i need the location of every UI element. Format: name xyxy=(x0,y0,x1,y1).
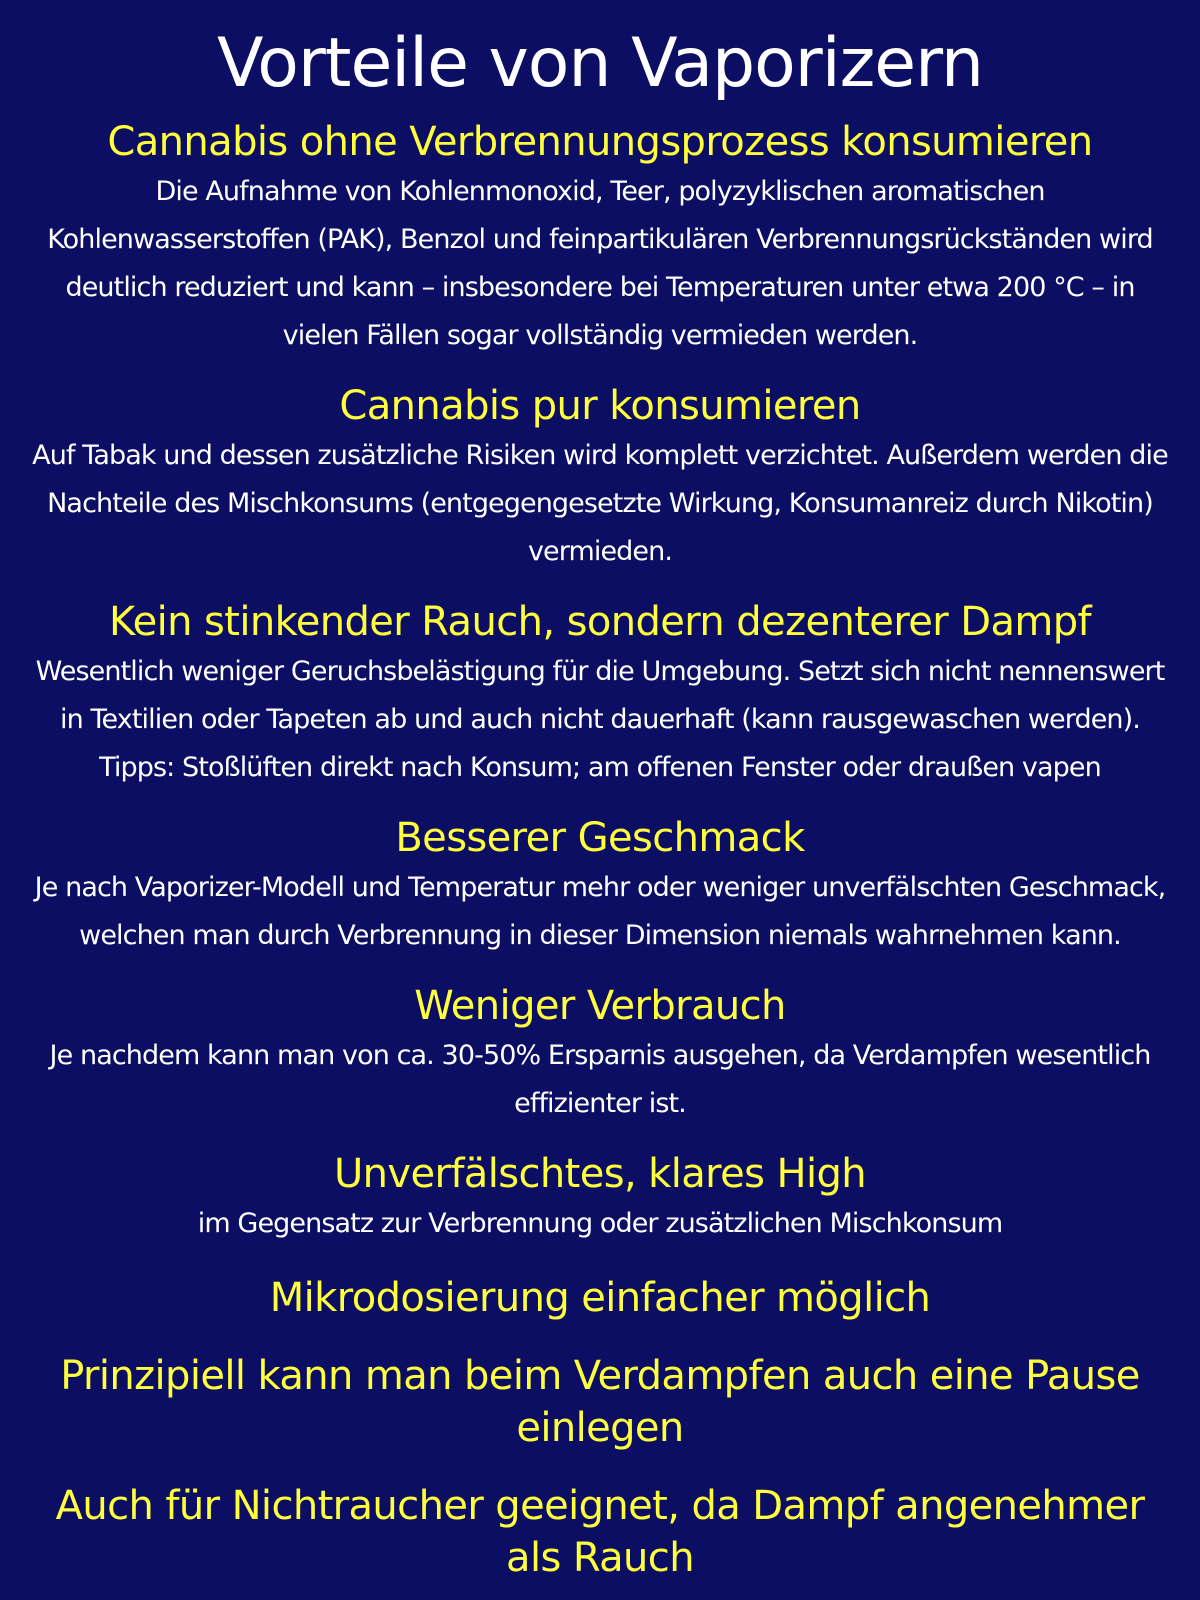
section-text: Wesentlich weniger Geruchsbelästigung für die Umgebung. Setzt sich nicht nennenswert in Textilien oder Tapeten ab und auch nicht dauerhaft (kann rausgewaschen werden). Tipps: Stoßlüften direkt nach Konsum; am offenen Fenster oder draußen vapen xyxy=(35,656,1165,783)
section-non-smokers xyxy=(30,1480,1170,1584)
section-vapor-not-smoke xyxy=(30,596,1170,792)
section-clear-high xyxy=(30,1148,1170,1248)
section-less-consumption xyxy=(30,980,1170,1128)
page-title: Vorteile von Vaporizern xyxy=(216,24,983,103)
section-text: Je nach Vaporizer-Modell und Temperatur mehr oder weniger unverfälschten Geschmack, welchen man durch Verbrennung in dieser Dimension niemals wahrnehmen kann. xyxy=(34,872,1166,951)
section-microdosing xyxy=(30,1272,1170,1324)
section-heading: Mikrodosierung einfacher möglich xyxy=(269,1275,931,1321)
section-heading: Kein stinkender Rauch, sondern dezenterer Dampf xyxy=(108,599,1092,645)
section-text: Je nachdem kann man von ca. 30-50% Ersparnis ausgehen, da Verdampfen wesentlich effizienter ist. xyxy=(49,1040,1151,1119)
section-heading: Cannabis ohne Verbrennungsprozess konsumieren xyxy=(107,119,1093,165)
section-text: Die Aufnahme von Kohlenmonoxid, Teer, polyzyklischen aromatischen Kohlenwasserstoffen (PAK), Benzol und feinpartikulären Verbrennungsrückständen wird deutlich reduziert und kann – insbesondere bei Temperaturen unter etwa 200 °C – in vielen Fällen sogar vollständig vermieden werden. xyxy=(47,176,1153,351)
section-no-combustion xyxy=(30,116,1170,360)
section-heading: Prinzipiell kann man beim Verdampfen auch eine Pause einlegen xyxy=(60,1353,1140,1451)
section-heading: Cannabis pur konsumieren xyxy=(339,383,861,429)
section-better-taste xyxy=(30,812,1170,960)
section-heading: Besserer Geschmack xyxy=(395,815,805,861)
section-pure-consumption xyxy=(30,380,1170,576)
section-text: Auf Tabak und dessen zusätzliche Risiken wird komplett verzichtet. Außerdem werden die Nachteile des Mischkonsums (entgegengesetzte Wirkung, Konsumanreiz durch Nikotin) vermieden. xyxy=(32,440,1168,567)
section-heading: Auch für Nichtraucher geeignet, da Dampf angenehmer als Rauch xyxy=(55,1483,1145,1581)
section-text: im Gegensatz zur Verbrennung oder zusätzlichen Mischkonsum xyxy=(197,1208,1003,1239)
section-pause xyxy=(30,1350,1170,1454)
section-heading: Unverfälschtes, klares High xyxy=(333,1151,867,1197)
section-heading: Weniger Verbrauch xyxy=(414,983,786,1029)
